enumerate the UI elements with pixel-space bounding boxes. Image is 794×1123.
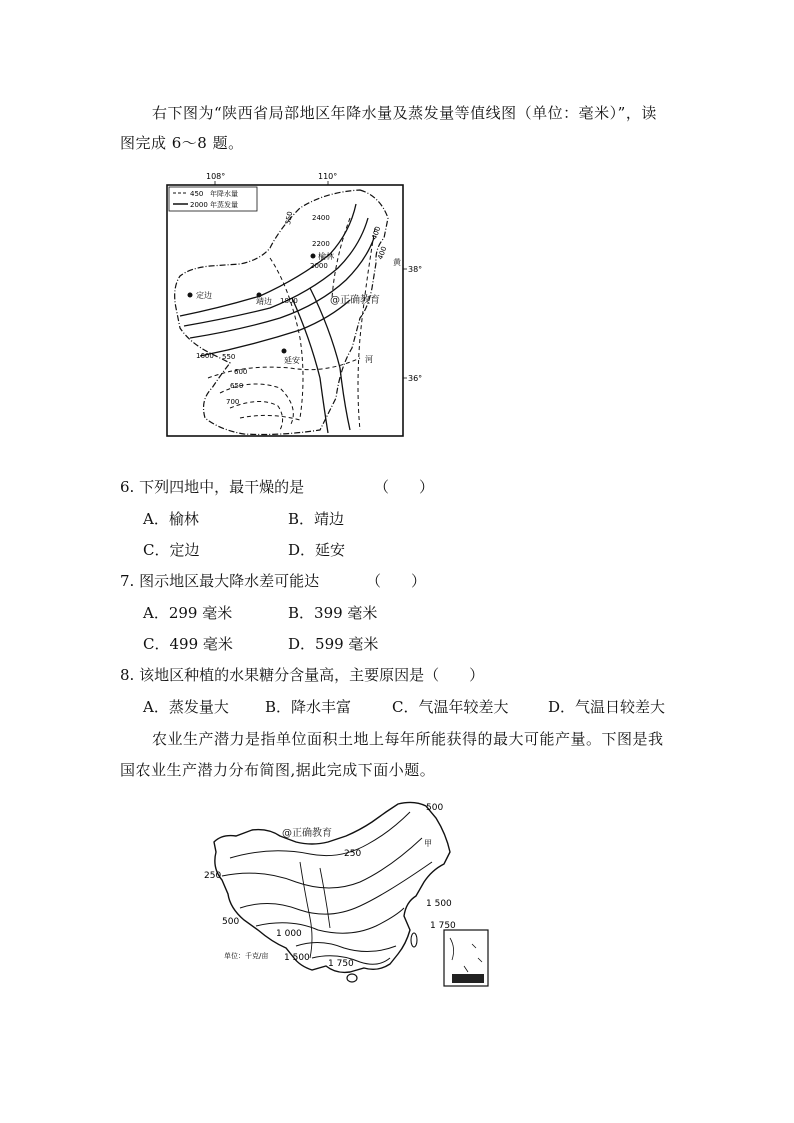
label-250-b: 250 [204,871,222,881]
legend-precip-value: 450 [190,190,204,198]
label-1500-b: 1 500 [284,953,310,963]
iso-700: 700 [226,398,240,406]
legend-evap-label: 年蒸发量 [210,201,238,209]
q8-option-c: C．气温年较差大 [392,698,509,716]
q8-option-b: B．降水丰富 [265,698,352,716]
q8-stem: 8. 该地区种植的水果糖分含量高，主要原因是（ ） [120,666,485,684]
taiwan-island [411,933,417,947]
q7-stem: 7. 图示地区最大降水差可能达 [120,572,320,590]
label-1500-a: 1 500 [426,899,452,909]
region-boundary [175,190,388,435]
q7-option-d: D．599 毫米 [288,635,379,653]
lon-110-label: 110° [318,172,338,181]
label-1750-b: 1 750 [328,959,354,969]
lat-38-label: 38° [408,265,423,274]
lat-36-label: 36° [408,374,423,383]
iso-400-east: 400 [370,225,383,241]
label-1750-a: 1 750 [430,921,456,931]
intro-line-2: 图完成 6～8 题。 [120,134,244,152]
iso-350: 350 [284,210,295,226]
legend-evap-value: 2000 [190,201,208,209]
label-jia: 甲 [424,839,432,848]
map2-watermark: @正确教育 [282,828,332,839]
iso-2000: 2000 [310,262,328,270]
intro-line-1: 右下图为“陕西省局部地区年降水量及蒸发量等值线图（单位：毫米）”，读 [152,104,657,122]
iso-2400: 2400 [312,214,330,222]
label-1000: 1 000 [276,929,302,939]
inset-caption-block [452,974,484,983]
shaanxi-isoline-map [160,168,423,444]
city-yanan-label: 延安 [284,356,300,365]
river-label-huang: 黄 [393,258,401,267]
q7-option-c: C．499 毫米 [143,635,233,653]
intro2-line-2: 国农业生产潜力分布简图,据此完成下面小题。 [120,761,436,779]
city-yulin-dot [311,254,316,259]
hainan-island [347,974,357,982]
q7-paren: （ ） [366,572,427,590]
label-250-a: 250 [344,849,362,859]
q8-option-a: A．蒸发量大 [143,698,229,716]
lon-108-label: 108° [206,172,226,181]
iso-550: 550 [222,353,236,361]
legend-precip-label: 年降水量 [210,190,238,198]
city-dingbian-label: 定边 [196,291,212,300]
q6-stem: 6. 下列四地中，最干燥的是 [120,478,305,496]
q6-option-d: D．延安 [288,541,346,559]
map1-watermark: @正确教育 [330,295,380,306]
iso-600: 600 [234,368,248,376]
intro2-line-1: 农业生产潜力是指单位面积土地上每年所能获得的最大可能产量。下图是我 [152,730,664,748]
q6-option-a: A．榆林 [143,510,199,528]
city-yanan-dot [282,349,287,354]
city-dingbian-dot [188,293,193,298]
river-label-he: 河 [365,355,373,364]
label-500-top: 500 [426,803,444,813]
label-500-mid: 500 [222,917,240,927]
iso-650: 650 [230,382,244,390]
q8-option-d: D．气温日较差大 [548,698,666,716]
city-yulin-label: 榆林 [318,252,334,261]
q6-option-b: B．靖边 [288,510,345,528]
city-jingbian-label: 靖边 [256,297,272,306]
q7-option-b: B．399 毫米 [288,604,378,622]
iso-2200: 2200 [312,240,330,248]
china-agri-potential-map [200,798,500,990]
unit-label: 单位：千克/亩 [224,952,269,960]
q6-paren: （ ） [374,478,435,496]
q6-option-c: C．定边 [143,541,200,559]
iso-1600: 1600 [196,352,214,360]
iso-400-east-b: 400 [376,245,389,261]
iso-1800: 1800 [280,297,298,305]
q7-option-a: A．299 毫米 [143,604,233,622]
